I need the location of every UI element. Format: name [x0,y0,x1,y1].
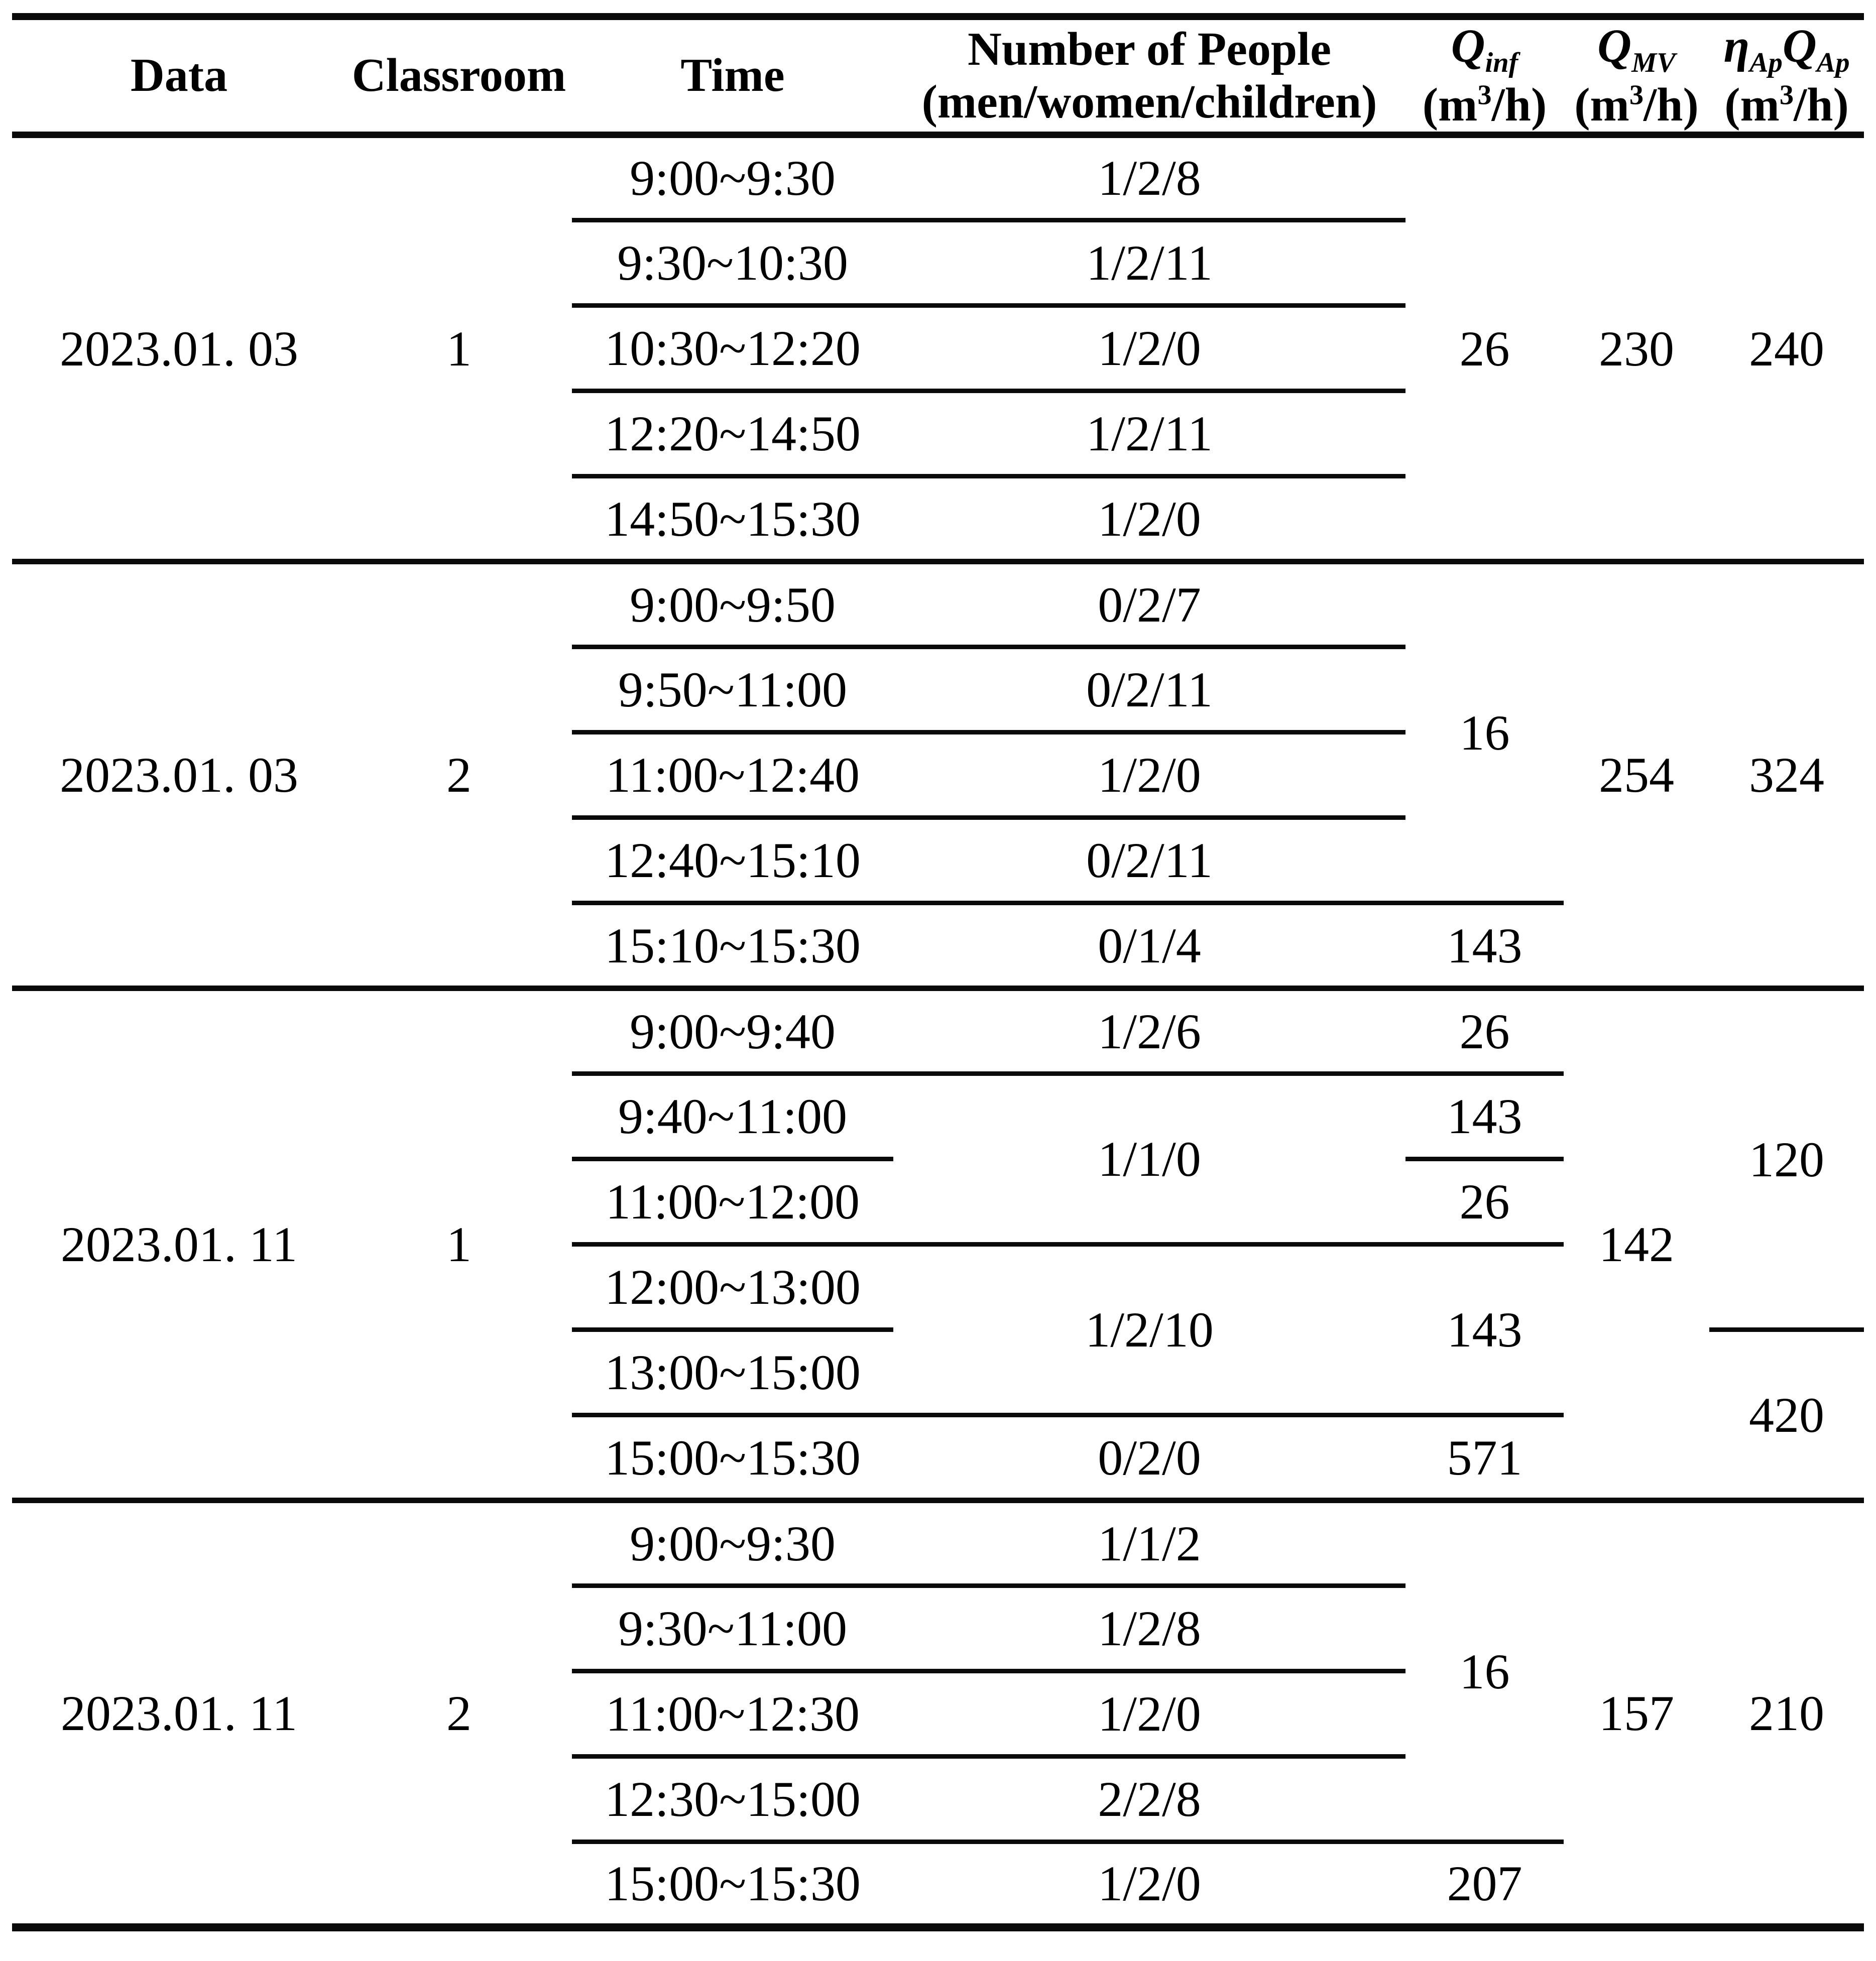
qmv-symbol [1564,20,1709,79]
table-row [12,989,1864,1074]
unit-pre: (m [1724,78,1780,131]
eta-qap-cell: 420 [1749,1387,1824,1443]
eta-qap-unit [1709,79,1864,132]
table-header [12,17,1864,135]
people-cell: 0/1/4 [1098,917,1201,973]
time-cell: 13:00~15:00 [572,1330,893,1415]
classroom-cell: 1 [446,1216,472,1273]
qinf-cell: 143 [1405,1245,1564,1415]
date-cell: 2023.01. 11 [60,1216,298,1273]
time-cell: 14:50~15:30 [605,491,861,547]
people-cell: 2/2/8 [893,1757,1405,1842]
qinf-subscript: inf [1485,47,1518,78]
people-header-line2: (men/women/children) [921,76,1377,129]
people-cell: 1/2/6 [893,989,1405,1074]
unit-sup: 3 [1629,79,1644,111]
table-row [12,562,1864,647]
people-cell: 1/2/11 [893,391,1405,476]
qinf-cell: 571 [1447,1429,1522,1486]
eta-qap-cell: 240 [1749,320,1824,377]
col-header-qinf [1405,17,1564,135]
eta-qap-symbol [1709,20,1864,79]
people-cell: 0/2/0 [1098,1429,1201,1486]
qinf-base: Q [1451,20,1485,72]
eta-base: η [1723,20,1750,72]
col-header-data: Data [130,49,228,102]
time-cell: 9:00~9:30 [572,1501,893,1586]
table-row [12,135,1864,220]
date-cell: 2023.01. 11 [60,1685,298,1741]
people-cell: 0/2/11 [893,818,1405,903]
qmv-cell: 254 [1599,747,1674,803]
qmv-unit [1564,79,1709,132]
qap-subscript: Ap [1816,47,1850,78]
eta-qap-cell: 210 [1749,1685,1824,1741]
time-cell: 9:30~11:00 [572,1586,893,1671]
block-20230103-classroom1 [12,135,1864,562]
eta-subscript: Ap [1749,47,1783,78]
people-cell: 1/2/0 [1098,1856,1201,1912]
time-cell: 15:00~15:30 [605,1856,861,1912]
qinf-unit [1405,79,1564,132]
time-cell: 10:30~12:20 [572,306,893,391]
measurement-table [12,13,1864,1931]
col-header-people [893,17,1405,135]
time-cell: 11:00~12:40 [572,732,893,818]
qmv-subscript: MV [1631,47,1676,78]
table-row [12,1501,1864,1586]
classroom-cell: 2 [446,747,472,803]
time-cell: 12:20~14:50 [572,391,893,476]
people-cell: 1/2/0 [893,306,1405,391]
col-header-qmv [1564,17,1709,135]
people-cell: 0/2/7 [893,562,1405,647]
qinf-cell: 16 [1405,1501,1564,1842]
qap-base: Q [1782,20,1817,72]
time-cell: 9:30~10:30 [572,220,893,306]
time-cell: 9:40~11:00 [572,1074,893,1159]
qinf-symbol [1405,20,1564,79]
unit-post: /h) [1644,78,1699,131]
unit-pre: (m [1422,78,1478,131]
col-header-classroom: Classroom [351,49,566,102]
people-cell: 0/2/11 [893,647,1405,732]
time-cell: 9:50~11:00 [572,647,893,732]
people-cell: 1/2/0 [1098,491,1201,547]
date-cell: 2023.01. 03 [60,747,298,803]
classroom-cell: 1 [446,320,472,377]
qinf-cell: 26 [1459,320,1510,377]
qinf-cell: 26 [1405,989,1564,1074]
time-cell: 9:00~9:30 [572,135,893,220]
unit-post: /h) [1491,78,1547,131]
block-20230111-classroom1 [12,989,1864,1501]
people-cell: 1/2/8 [893,135,1405,220]
eta-qap-cell: 324 [1749,747,1824,803]
time-cell: 11:00~12:30 [572,1671,893,1757]
qmv-cell: 230 [1599,320,1674,377]
time-cell: 12:40~15:10 [572,818,893,903]
header-row [12,17,1864,135]
qinf-cell: 16 [1405,562,1564,903]
unit-pre: (m [1574,78,1629,131]
unit-post: /h) [1794,78,1849,131]
qmv-cell: 157 [1599,1685,1674,1741]
people-header-line1: Number of People [967,23,1332,75]
time-cell: 15:10~15:30 [605,917,861,973]
time-cell: 12:30~15:00 [572,1757,893,1842]
block-20230111-classroom2 [12,1501,1864,1927]
time-cell: 11:00~12:00 [572,1159,893,1245]
date-cell: 2023.01. 03 [60,320,298,377]
time-cell: 9:00~9:40 [572,989,893,1074]
block-20230103-classroom2 [12,562,1864,989]
people-cell: 1/2/8 [893,1586,1405,1671]
people-cell: 1/1/2 [893,1501,1405,1586]
time-cell: 12:00~13:00 [572,1245,893,1330]
classroom-cell: 2 [446,1685,472,1741]
time-cell: 15:00~15:30 [605,1429,861,1486]
qinf-cell: 143 [1447,917,1522,973]
qinf-cell: 26 [1405,1159,1564,1245]
people-cell: 1/2/10 [893,1245,1405,1415]
eta-qap-cell: 120 [1709,989,1864,1330]
time-cell: 9:00~9:50 [572,562,893,647]
people-cell: 1/1/0 [893,1074,1405,1245]
col-header-time: Time [680,49,785,102]
people-cell: 1/2/0 [893,732,1405,818]
qmv-cell: 142 [1599,1216,1674,1273]
qmv-base: Q [1597,20,1632,72]
people-cell: 1/2/0 [893,1671,1405,1757]
unit-sup: 3 [1779,79,1794,111]
people-cell: 1/2/11 [893,220,1405,306]
unit-sup: 3 [1477,79,1492,111]
qinf-cell: 143 [1405,1074,1564,1159]
qinf-cell: 207 [1447,1856,1522,1912]
col-header-eta-qap [1709,17,1864,135]
